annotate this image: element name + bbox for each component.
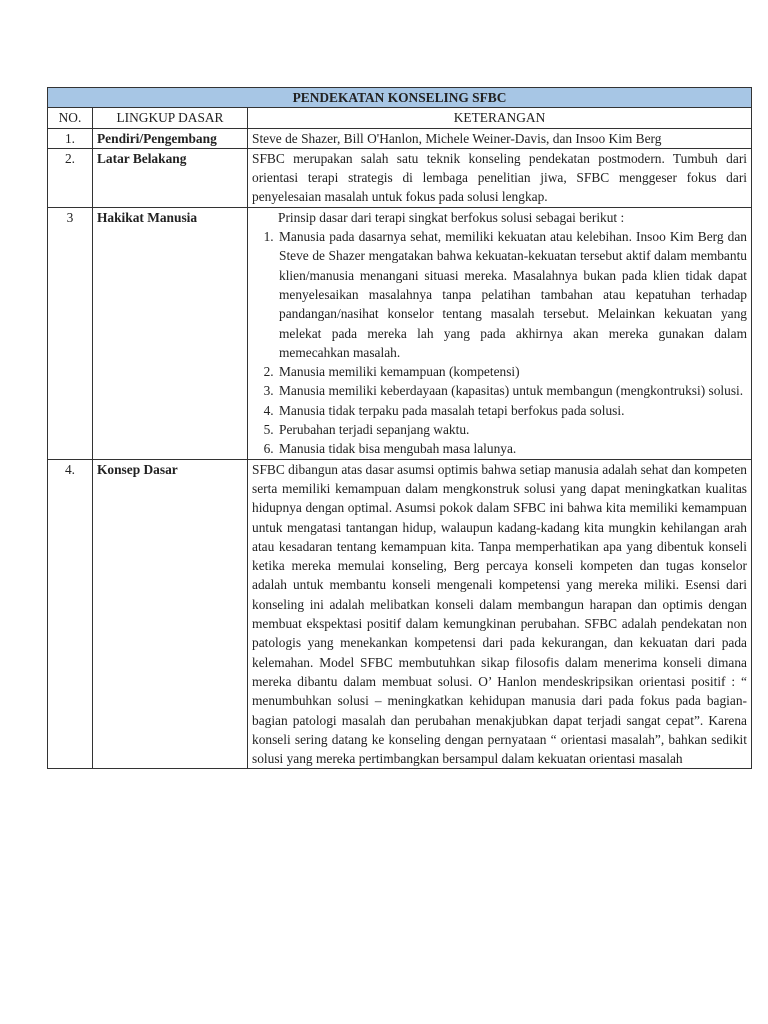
- header-keterangan: KETERANGAN: [248, 108, 752, 128]
- principles-intro: Prinsip dasar dari terapi singkat berfokus solusi sebagai berikut :: [278, 209, 625, 225]
- row-label: Hakikat Manusia: [93, 207, 248, 459]
- sfbc-table: [47, 87, 752, 769]
- list-item: 5. Perubahan terjadi sepanjang waktu.: [277, 420, 747, 439]
- table-row: [48, 128, 752, 148]
- row-description: SFBC dibangun atas dasar asumsi optimis bahwa setiap manusia adalah sehat dan kompeten serta memiliki kemampuan dalam mengkonstruk solusi yang dapat meningkatkan kualitas hidupnya dengan optimal. Asumsi pokok dalam SFBC ini bahwa kita memiliki kemampuan untuk mengatasi tantangan hidup, walaupun kadang-kadang kita mungkin kehilangan arah atau kesadaran tentang kemampuan kita. Tanpa memperhatikan apa yang dibentuk konseli ketika mereka memulai konseling, Berg percaya konseli kompeten dan tugas konselor adalah untuk membantu konseli mengenali kompetensi yang mereka miliki. Esensi dari konseling ini adalah melibatkan konseli dalam membangun harapan dan optimis dengan membuat ekspektasi positif dalam kemungkinan perubahan. SFBC adalah pendekatan non patologis yang menekankan kompetensi dari pada kekurangan, dan kekuatan dari pada kelemahan. Model SFBC membutuhkan sikap filosofis dalam menerima konseli dimana mereka dibantu dalam membuat solusi. O’ Hanlon mendeskripsikan orientasi positif : “ menumbuhkan solusi – meningkatkan kehidupan manusia dari pada fokus pada bagian-bagian patologi masalah dan perubahan menakjubkan dapat terjadi sangat cepat”. Karena konseli sering datang ke konseling dengan pernyataan “ orientasi masalah”, bahkan sedikit solusi yang mereka pertimbangkan bersampul dalam kekuatan orientasi masalah: [248, 459, 752, 769]
- row-number: 3: [48, 207, 93, 459]
- row-label: Konsep Dasar: [93, 459, 248, 769]
- row-number: 4.: [48, 459, 93, 769]
- principles-list: [252, 227, 747, 459]
- header-lingkup: LINGKUP DASAR: [93, 108, 248, 128]
- list-item: 1. Manusia pada dasarnya sehat, memiliki kekuatan atau kelebihan. Insoo Kim Berg dan Steve de Shazer mengatakan bahwa kekuatan-kekuatan tersebut aktif dalam membantu klien/manusia menangani situasi mereka. Masalahnya bukan pada klien tidak dapat menyelesaikan masalahnya tanpa pelatihan tambahan atau kepatuhan terhadap pandangan/nasihat konselor tentang masalah tersebut. Melainkan kekuatan yang melekat pada mereka lah yang pada akhirnya akan mereka gunakan dalam memecahkan masalah.: [277, 227, 747, 362]
- list-item: 3. Manusia memiliki keberdayaan (kapasitas) untuk membangun (mengkontruksi) solusi.: [277, 381, 747, 400]
- row-label: Pendiri/Pengembang: [93, 128, 248, 148]
- header-row: [48, 108, 752, 128]
- row-number: 2.: [48, 148, 93, 207]
- table-row: [48, 148, 752, 207]
- table-row: [48, 459, 752, 769]
- row-number: 1.: [48, 128, 93, 148]
- table-row: [48, 207, 752, 459]
- title-row: [48, 88, 752, 108]
- table-title: PENDEKATAN KONSELING SFBC: [48, 88, 752, 108]
- list-item: 2. Manusia memiliki kemampuan (kompetensi): [277, 362, 747, 381]
- row-label: Latar Belakang: [93, 148, 248, 207]
- row-description: Steve de Shazer, Bill O'Hanlon, Michele Weiner-Davis, dan Insoo Kim Berg: [248, 128, 752, 148]
- list-item: 6. Manusia tidak bisa mengubah masa lalunya.: [277, 439, 747, 458]
- header-no: NO.: [48, 108, 93, 128]
- list-item: 4. Manusia tidak terpaku pada masalah tetapi berfokus pada solusi.: [277, 401, 747, 420]
- row-description: SFBC merupakan salah satu teknik konseling pendekatan postmodern. Tumbuh dari orientasi terapi strategis di lembaga penelitian jiwa, SFBC menggeser fokus dari penyelesaian masalah untuk fokus pada solusi lengkap.: [248, 148, 752, 207]
- row-description: [248, 207, 752, 459]
